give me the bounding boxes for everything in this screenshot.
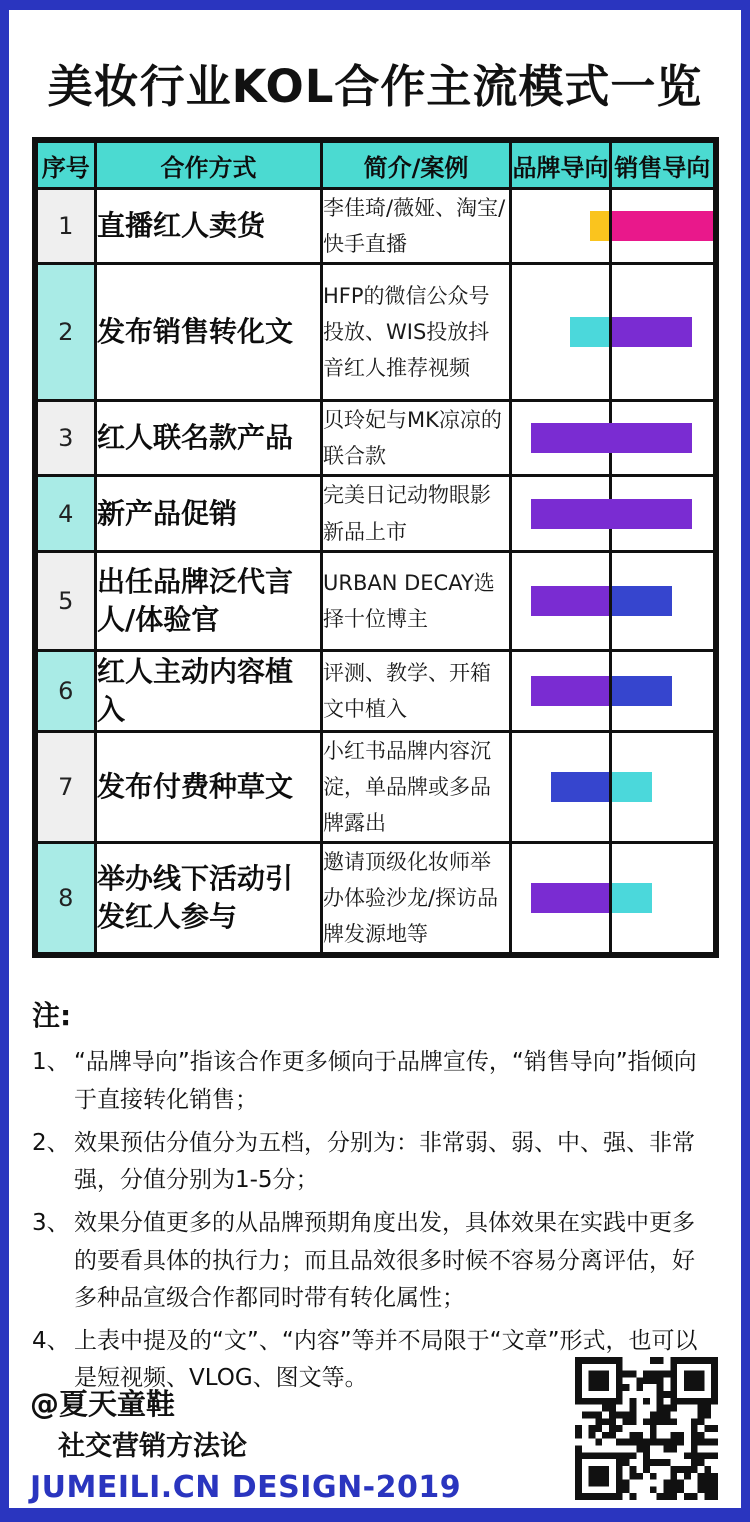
cooperation-method: 发布付费种草文 [96,731,322,842]
row-number: 4 [35,476,96,551]
brand-score-cell [511,650,611,731]
brand-score-cell [511,401,611,476]
table-row [35,476,716,551]
sales-score-cell [611,731,716,842]
case-description: 完美日记动物眼影新品上市 [322,476,511,551]
cooperation-method: 红人主动内容植入 [96,650,322,731]
table-row [35,551,716,650]
header-sales-oriented: 销售导向 [611,140,716,189]
cooperation-method: 新产品促销 [96,476,322,551]
case-description: HFP的微信公众号投放、WIS投放抖音红人推荐视频 [322,264,511,401]
table-row [35,731,716,842]
sales-score-cell [611,189,716,264]
content-area [9,10,741,1508]
case-description: 邀请顶级化妆师举办体验沙龙/探访品牌发源地等 [322,842,511,955]
note-text: 效果预估分值分为五档，分别为：非常弱、弱、中、强、非常强，分值分别为1-5分； [74,1129,695,1194]
note-item [32,1125,713,1200]
author-subtitle: 社交营销方法论 [58,1431,247,1462]
brand-score-bar [531,676,609,706]
sales-score-bar [609,423,692,453]
sales-score-bar [612,586,672,616]
kol-cooperation-table [32,137,719,958]
brand-score-bar [531,423,609,453]
header-brand-oriented: 品牌导向 [511,140,611,189]
case-description: 李佳琦/薇娅、淘宝/快手直播 [322,189,511,264]
note-text: 效果分值更多的从品牌预期角度出发，具体效果在实践中更多的要看具体的执行力；而且品效很多时候不容易分离评估，好多种品宣级合作都同时带有转化属性； [74,1210,695,1311]
brand-score-cell [511,551,611,650]
cooperation-method: 出任品牌泛代言人/体验官 [96,551,322,650]
brand-score-bar [531,499,609,529]
sales-score-bar [612,676,672,706]
cooperation-method: 发布销售转化文 [96,264,322,401]
note-item [32,1044,713,1119]
case-description: URBAN DECAY选择十位博主 [322,551,511,650]
brand-score-bar [570,317,609,347]
row-number: 8 [35,842,96,955]
note-number: 4、 [32,1328,70,1355]
row-number: 7 [35,731,96,842]
row-number: 5 [35,551,96,650]
brand-score-cell [511,731,611,842]
sales-score-bar [612,772,652,802]
brand-score-cell [511,189,611,264]
brand-score-bar [531,586,609,616]
case-description: 评测、教学、开箱文中植入 [322,650,511,731]
row-number: 1 [35,189,96,264]
notes-section [32,994,713,1397]
note-number: 1、 [32,1049,70,1076]
sales-score-cell [611,476,716,551]
sales-score-cell [611,264,716,401]
brand-score-bar [551,772,609,802]
header-method: 合作方式 [96,140,322,189]
note-item [32,1205,713,1317]
sales-score-cell [611,650,716,731]
case-description: 贝玲妃与MK凉凉的联合款 [322,401,511,476]
sales-score-cell [611,551,716,650]
brand-score-bar [531,883,609,913]
row-number: 2 [35,264,96,401]
design-credit: JUMEILI.CN DESIGN-2019 [30,1470,462,1505]
row-number: 3 [35,401,96,476]
notes-label: 注: [32,999,72,1033]
note-text: “品牌导向”指该合作更多倾向于品牌宣传，“销售导向”指倾向于直接转化销售； [74,1049,697,1113]
sales-score-bar [609,499,692,529]
brand-score-cell [511,476,611,551]
header-case: 简介/案例 [322,140,511,189]
table-row [35,842,716,955]
note-text: 上表中提及的“文”、“内容”等并不局限于“文章”形式，也可以是短视频、VLOG、图文等。 [74,1328,698,1392]
brand-score-bar [590,211,609,241]
case-description: 小红书品牌内容沉淀，单品牌或多品牌露出 [322,731,511,842]
note-number: 3、 [32,1210,70,1237]
sales-score-bar [612,883,652,913]
sales-score-bar [612,211,713,241]
cooperation-method: 举办线下活动引发红人参与 [96,842,322,955]
table-header-row [35,140,716,189]
page-title: 美妆行业KOL合作主流模式一览 [47,60,703,113]
cooperation-method: 直播红人卖货 [96,189,322,264]
qr-code [575,1357,718,1500]
note-number: 2、 [32,1129,70,1156]
table-row [35,650,716,731]
brand-score-cell [511,264,611,401]
table-row [35,401,716,476]
table-row [35,264,716,401]
sales-score-bar [612,317,692,347]
brand-score-cell [511,842,611,955]
sales-score-cell [611,401,716,476]
author-handle: @夏天童鞋 [30,1387,176,1421]
row-number: 6 [35,650,96,731]
cooperation-method: 红人联名款产品 [96,401,322,476]
table-row [35,189,716,264]
sales-score-cell [611,842,716,955]
header-no: 序号 [35,140,96,189]
